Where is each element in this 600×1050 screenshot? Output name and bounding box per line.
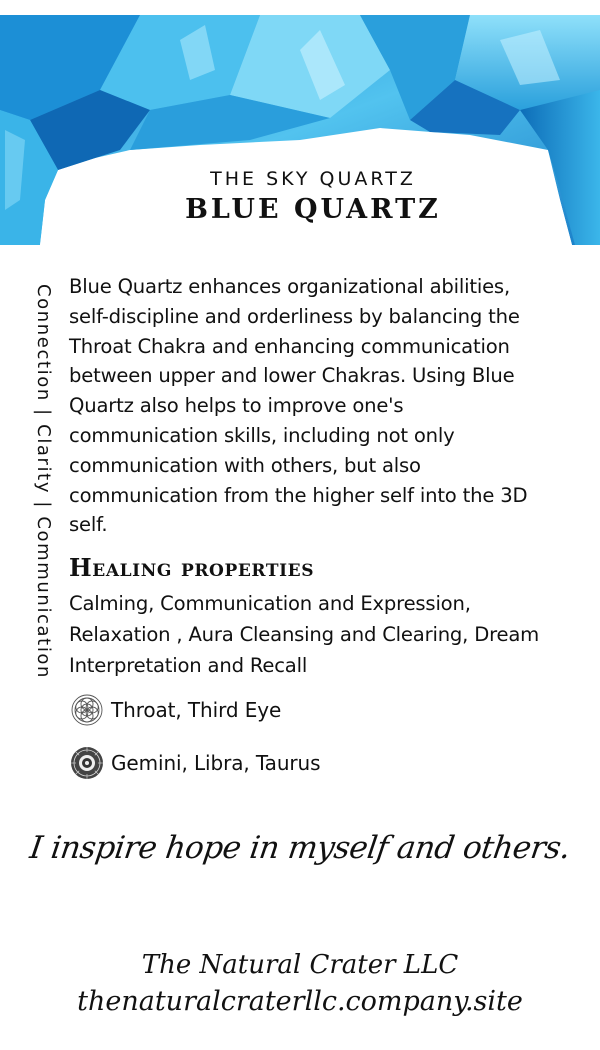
page-title: BLUE QUARTZ [185, 194, 441, 225]
title-block [0, 168, 600, 225]
healing-text: Calming, Communication and Expression, Relaxation , Aura Cleansing and Clearing, Dream Interpretation and Recall [69, 592, 540, 677]
company-name: The Natural Crater LLC [141, 950, 459, 980]
description-text: Blue Quartz enhances organizational abilities, self-discipline and orderliness by balancing the Throat Chakra and enhancing communication between upper and lower Chakras. Using Blue Quartz also helps to improve one's communication skills, including not only communication with others, but also communication from the higher self into the 3D self. [69, 275, 528, 537]
chakra-row [69, 690, 549, 730]
healing-heading: Healing properties [69, 553, 315, 582]
website-link[interactable]: thenaturalcraterllc.company.site [77, 986, 523, 1017]
vertical-keywords: Connection | Clarity | Communication [33, 284, 54, 680]
zodiac-wheel-icon [69, 745, 105, 781]
chakra-text: Throat, Third Eye [111, 698, 282, 722]
zodiac-text: Gemini, Libra, Taurus [111, 751, 321, 775]
affirmation-text: I inspire hope in myself and others. [27, 830, 573, 866]
flower-of-life-icon [69, 692, 105, 728]
crystal-banner [0, 0, 600, 245]
zodiac-row [69, 743, 549, 783]
subtitle: THE SKY QUARTZ [210, 168, 416, 190]
